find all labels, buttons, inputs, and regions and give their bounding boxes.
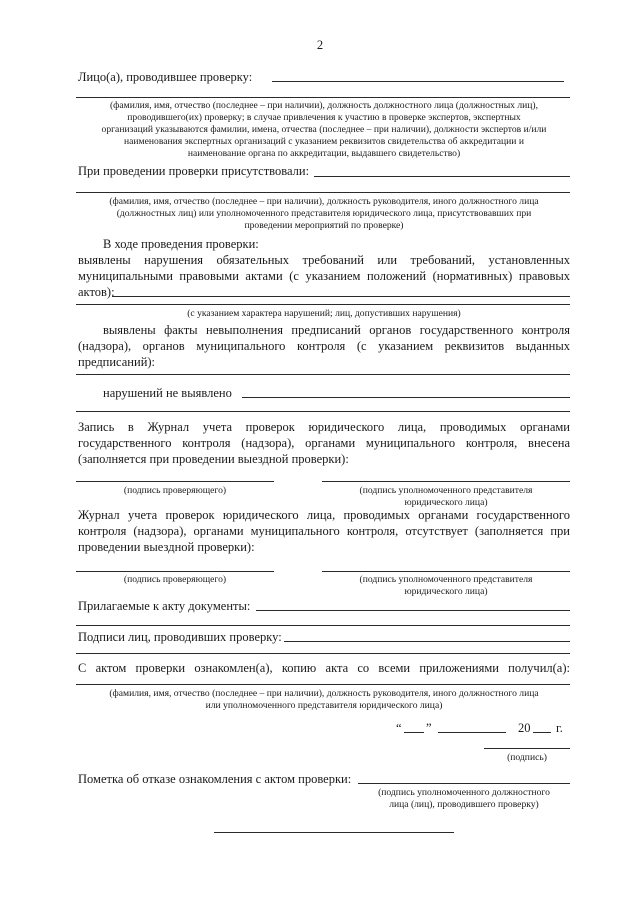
inspector-signature-caption-1: (подпись проверяющего)	[123, 485, 227, 496]
date-month-field[interactable]	[438, 732, 506, 733]
violations-field-line-2[interactable]	[76, 304, 570, 305]
inspector-signature-field-1[interactable]	[76, 481, 274, 482]
acquainted-field[interactable]	[76, 684, 570, 685]
refusal-caption: (подпись уполномоченного должностного лица (лиц), проводившего проверку)	[378, 787, 550, 810]
refusal-label: Пометка об отказе ознакомления с актом проверки:	[78, 772, 352, 786]
refusal-field[interactable]	[358, 783, 570, 784]
signatures-field[interactable]	[284, 641, 570, 642]
date-quote-close: ”	[426, 721, 432, 735]
inspectors-label: Лицо(а), проводившее проверку:	[78, 70, 253, 84]
attached-docs-label: Прилагаемые к акту документы:	[78, 599, 251, 613]
representative-signature-caption-1: (подпись уполномоченного представителя юридического лица)	[359, 485, 533, 508]
journal-entry-line-3: (заполняется при проведении выездной проверки):	[78, 452, 349, 466]
inspector-signature-field-2[interactable]	[76, 571, 274, 572]
acquainted-label: С актом проверки ознакомлен(а), копию акта со всеми приложениями получил(а):	[78, 661, 570, 675]
date-year-suffix: г.	[556, 721, 563, 735]
journal-entry-line-2: государственного контроля (надзора), органами муниципального контроля, внесена	[78, 436, 570, 450]
bottom-line	[214, 832, 454, 833]
no-violations-label: нарушений не выявлено	[103, 386, 232, 400]
violations-line-2: муниципальными правовыми актами (с указанием положений (нормативных) правовых	[78, 269, 570, 283]
violations-line-3: актов):	[78, 285, 115, 299]
inspectors-field-line-2[interactable]	[76, 97, 570, 98]
present-caption: (фамилия, имя, отчество (последнее – при наличии), должность руководителя, иного должностного лица (должностных лиц) или уполномоченного представителя юридического лица, присутствовавших при проведении мероприятий по проверке)	[109, 196, 539, 231]
present-field-line-2[interactable]	[76, 192, 570, 193]
signatures-field-line-2[interactable]	[76, 653, 570, 654]
non-fulfillment-line-3: предписаний):	[78, 355, 156, 369]
non-fulfillment-line-1: выявлены факты невыполнения предписаний органов государственного контроля	[103, 323, 570, 337]
non-fulfillment-line-2: (надзора), органов муниципального контроля (с указанием реквизитов выданных	[78, 339, 570, 353]
violations-line-1: выявлены нарушения обязательных требований или требований, установленных	[78, 253, 570, 267]
during-check-heading: В ходе проведения проверки:	[103, 237, 259, 251]
inspector-signature-caption-2: (подпись проверяющего)	[123, 574, 227, 585]
inspectors-caption: (фамилия, имя, отчество (последнее – при наличии), должность должностного лица (должностных лиц), проводившего(их) проверку; в случае привлечения к участию в проверке экспертов, экспертных организаций указываются фамилии, имена, отчества (последнее – при наличии), должности экспертов и/или наименования экспертных организаций с указанием реквизитов свидетельства об аккредитации и наименование органа по аккредитации, выдавшего свидетельство)	[101, 100, 547, 159]
page-number: 2	[316, 38, 324, 52]
representative-signature-field-1[interactable]	[322, 481, 570, 482]
representative-signature-field-2[interactable]	[322, 571, 570, 572]
present-label: При проведении проверки присутствовали:	[78, 164, 310, 178]
date-quote-open: “	[396, 721, 402, 735]
present-field[interactable]	[314, 176, 570, 177]
journal-absent-line-2: контроля (надзора), органами муниципального контроля, отсутствует (заполняется при	[78, 524, 570, 538]
acquainted-caption: (фамилия, имя, отчество (последнее – при наличии), должность руководителя, иного должностного лица или уполномоченного представителя юридического лица)	[109, 688, 539, 711]
violations-field[interactable]	[112, 296, 570, 297]
journal-absent-line-1: Журнал учета проверок юридического лица, проводимых органами государственного	[78, 508, 570, 522]
attached-docs-field-line-2[interactable]	[76, 625, 570, 626]
attached-docs-field[interactable]	[256, 610, 570, 611]
no-violations-field[interactable]	[242, 397, 570, 398]
journal-absent-line-3: проведении выездной проверки):	[78, 540, 255, 554]
acquainted-signature-field[interactable]	[484, 748, 570, 749]
no-violations-field-line-2[interactable]	[76, 411, 570, 412]
violations-caption: (с указанием характера нарушений; лиц, допустивших нарушения)	[187, 308, 461, 319]
date-year-field[interactable]	[533, 732, 551, 733]
date-year-prefix: 20	[518, 721, 531, 735]
date-day-field[interactable]	[404, 732, 424, 733]
acquainted-signature-caption: (подпись)	[507, 752, 547, 763]
representative-signature-caption-2: (подпись уполномоченного представителя юридического лица)	[359, 574, 533, 597]
signatures-label: Подписи лиц, проводивших проверку:	[78, 630, 282, 644]
inspectors-field[interactable]	[272, 81, 564, 82]
non-fulfillment-field[interactable]	[76, 374, 570, 375]
journal-entry-line-1: Запись в Журнал учета проверок юридического лица, проводимых органами	[78, 420, 570, 434]
